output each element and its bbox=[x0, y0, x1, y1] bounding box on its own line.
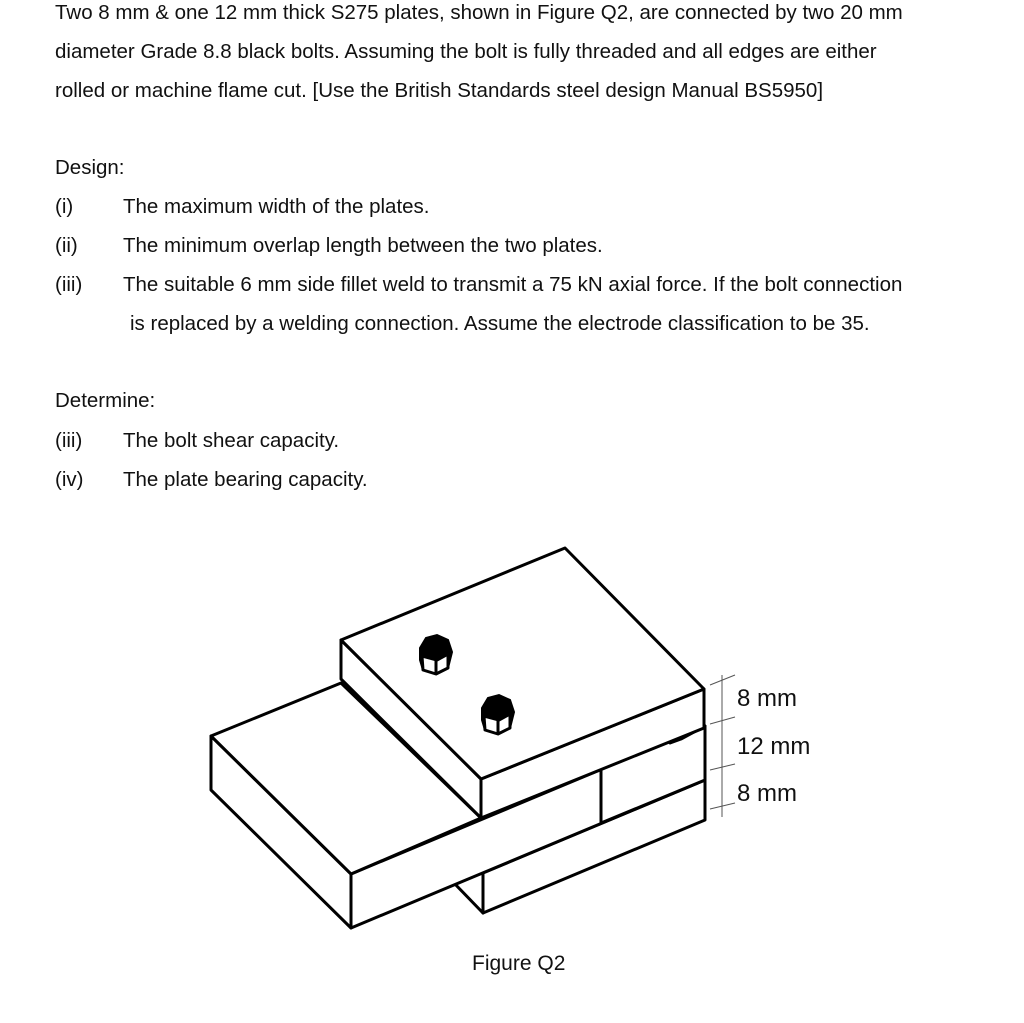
bolt-head-1 bbox=[420, 635, 452, 674]
determine-item-2-number: (iv) bbox=[55, 468, 84, 491]
design-item-3-continuation: is replaced by a welding connection. Assume the electrode classification to be 35. bbox=[130, 312, 870, 335]
intro-line-3: rolled or machine flame cut. [Use the British Standards steel design Manual BS5950] bbox=[55, 79, 824, 102]
design-item-3-number: (iii) bbox=[55, 273, 83, 296]
determine-item-2-text: The plate bearing capacity. bbox=[123, 468, 368, 491]
bolt-head-2 bbox=[482, 695, 514, 734]
design-item-1-number: (i) bbox=[55, 195, 74, 218]
intro-line-1: Two 8 mm & one 12 mm thick S275 plates, shown in Figure Q2, are connected by two 20 mm bbox=[55, 1, 903, 24]
dimension-label-top: 8 mm bbox=[737, 685, 797, 712]
determine-item-1-number: (iii) bbox=[55, 429, 83, 452]
design-item-1-text: The maximum width of the plates. bbox=[123, 195, 430, 218]
design-item-2-text: The minimum overlap length between the two plates. bbox=[123, 234, 603, 257]
determine-heading: Determine: bbox=[55, 389, 156, 412]
design-heading: Design: bbox=[55, 156, 125, 179]
design-item-2-number: (ii) bbox=[55, 234, 78, 257]
dimension-lines bbox=[710, 675, 735, 817]
figure-caption: Figure Q2 bbox=[472, 952, 566, 975]
dimension-label-middle: 12 mm bbox=[737, 733, 811, 760]
determine-item-1-text: The bolt shear capacity. bbox=[123, 429, 340, 452]
dimension-label-bottom: 8 mm bbox=[737, 780, 797, 807]
intro-line-2: diameter Grade 8.8 black bolts. Assuming the bolt is fully threaded and all edges are either bbox=[55, 40, 877, 63]
design-item-3-text: The suitable 6 mm side fillet weld to transmit a 75 kN axial force. If the bolt connection bbox=[123, 273, 903, 296]
